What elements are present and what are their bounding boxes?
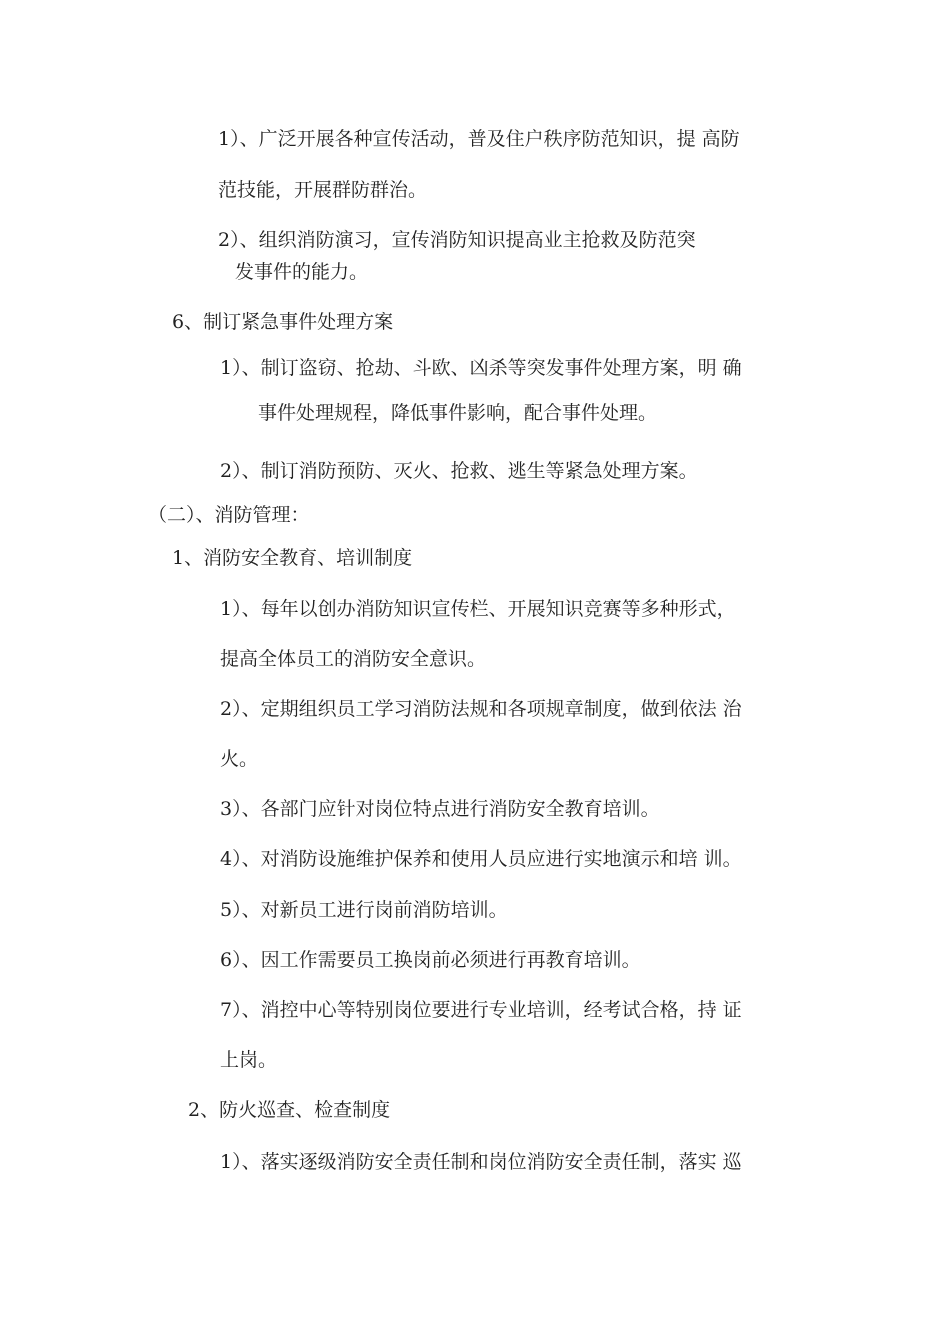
paragraph-line: 1）、落实逐级消防安全责任制和岗位消防安全责任制，落实 巡 [220,1151,742,1173]
paragraph-line: 上岗。 [220,1049,278,1071]
paragraph-line: 5）、对新员工进行岗前消防培训。 [220,899,508,921]
paragraph-line: 1）、广泛开展各种宣传活动，普及住户秩序防范知识，提 高防 [218,128,740,150]
paragraph-line: 7）、消控中心等特别岗位要进行专业培训，经考试合格，持 证 [220,999,742,1021]
paragraph-line: 3）、各部门应针对岗位特点进行消防安全教育培训。 [220,798,660,820]
paragraph-line: 范技能，开展群防群治。 [218,179,428,201]
paragraph-line: 事件处理规程，降低事件影响，配合事件处理。 [258,402,658,424]
paragraph-line: 4）、对消防设施维护保养和使用人员应进行实地演示和培 训。 [220,848,742,870]
paragraph-line: 1）、每年以创办消防知识宣传栏、开展知识竞赛等多种形式， [220,598,736,620]
paragraph-line: 火。 [220,748,259,770]
paragraph-line: 6）、因工作需要员工换岗前必须进行再教育培训。 [220,949,641,971]
paragraph-line: 2）、组织消防演习，宣传消防知识提高业主抢救及防范突 [218,229,696,251]
section-heading: 2、防火巡查、检查制度 [188,1099,391,1121]
chapter-heading: （二）、消防管理： [148,504,310,526]
paragraph-line: 1）、制订盗窃、抢劫、斗欧、凶杀等突发事件处理方案，明 确 [220,357,742,379]
paragraph-line: 提高全体员工的消防安全意识。 [220,648,487,670]
paragraph-line: 2）、定期组织员工学习消防法规和各项规章制度，做到依法 治 [220,698,742,720]
section-heading: 6、制订紧急事件处理方案 [172,311,394,333]
paragraph-line: 2）、制订消防预防、灭火、抢救、逃生等紧急处理方案。 [220,460,698,482]
paragraph-line: 发事件的能力。 [235,261,369,283]
section-heading: 1、消防安全教育、培训制度 [172,547,413,569]
